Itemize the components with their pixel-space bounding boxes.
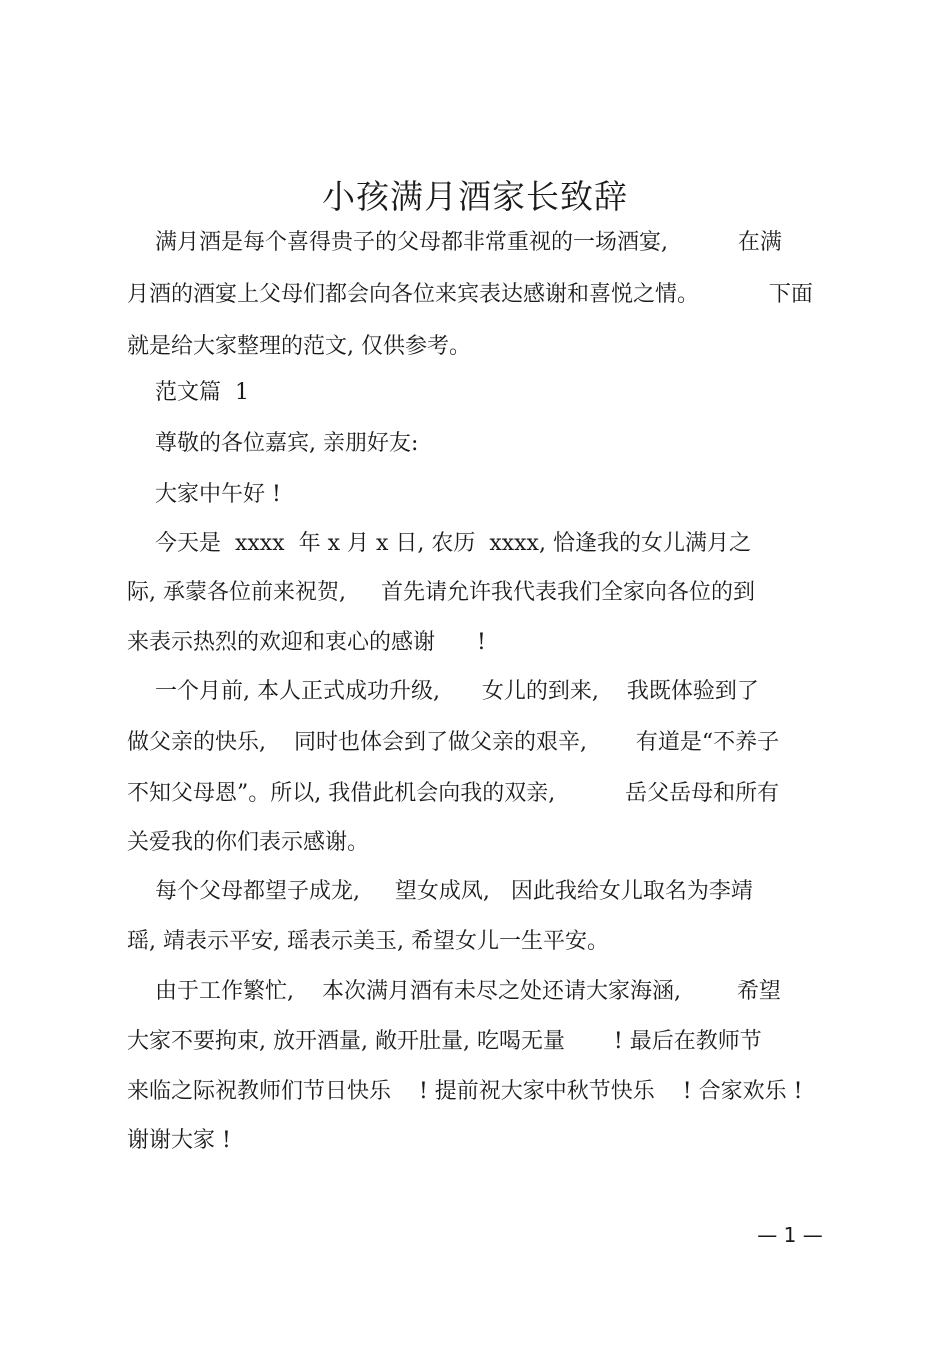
greeting: 大家中午好 !	[127, 482, 281, 507]
closing-line: 谢谢大家 !	[127, 1128, 231, 1153]
paragraph-line: 际, 承蒙各位前来祝贺, 首先请允许我代表我们全家向各位的到	[127, 580, 755, 605]
paragraph-line: 不知父母恩”。所以, 我借此机会向我的双亲, 岳父岳母和所有	[127, 781, 780, 806]
paragraph-line: 来临之际祝教师们节日快乐 ! 提前祝大家中秋节快乐 ! 合家欢乐 !	[127, 1079, 803, 1104]
page-number: — 1 —	[757, 1223, 823, 1247]
section-heading: 范文篇 1	[127, 380, 249, 405]
paragraph-line: 大家不要拘束, 放开酒量, 敞开肚量, 吃喝无量 ! 最后在教师节	[127, 1029, 762, 1054]
paragraph-line: 瑶, 靖表示平安, 瑶表示美玉, 希望女儿一生平安。	[127, 929, 609, 954]
paragraph-line: 一个月前, 本人正式成功升级, 女儿的到来, 我既体验到了	[127, 679, 759, 704]
paragraph-line: 月酒的酒宴上父母们都会向各位来宾表达感谢和喜悦之情。 下面	[127, 282, 813, 307]
paragraph-line: 满月酒是每个喜得贵子的父母都非常重视的一场酒宴, 在满	[127, 230, 782, 255]
paragraph-line: 关爱我的你们表示感谢。	[127, 830, 370, 855]
document-title: 小孩满月酒家长致辞	[322, 177, 628, 216]
paragraph-line: 来表示热烈的欢迎和衷心的感谢 !	[127, 630, 486, 655]
paragraph-line: 今天是 xxxx 年 x 月 x 日, 农历 xxxx, 恰逢我的女儿满月之	[127, 531, 751, 556]
paragraph-line: 由于工作繁忙, 本次满月酒有未尽之处还请大家海涵, 希望	[127, 979, 781, 1004]
paragraph-line: 就是给大家整理的范文, 仅供参考。	[127, 334, 471, 359]
salutation: 尊敬的各位嘉宾, 亲朋好友:	[127, 431, 419, 456]
paragraph-line: 做父亲的快乐, 同时也体会到了做父亲的艰辛, 有道是“不养子	[127, 730, 780, 755]
paragraph-line: 每个父母都望子成龙, 望女成凤, 因此我给女儿取名为李靖	[127, 879, 753, 904]
